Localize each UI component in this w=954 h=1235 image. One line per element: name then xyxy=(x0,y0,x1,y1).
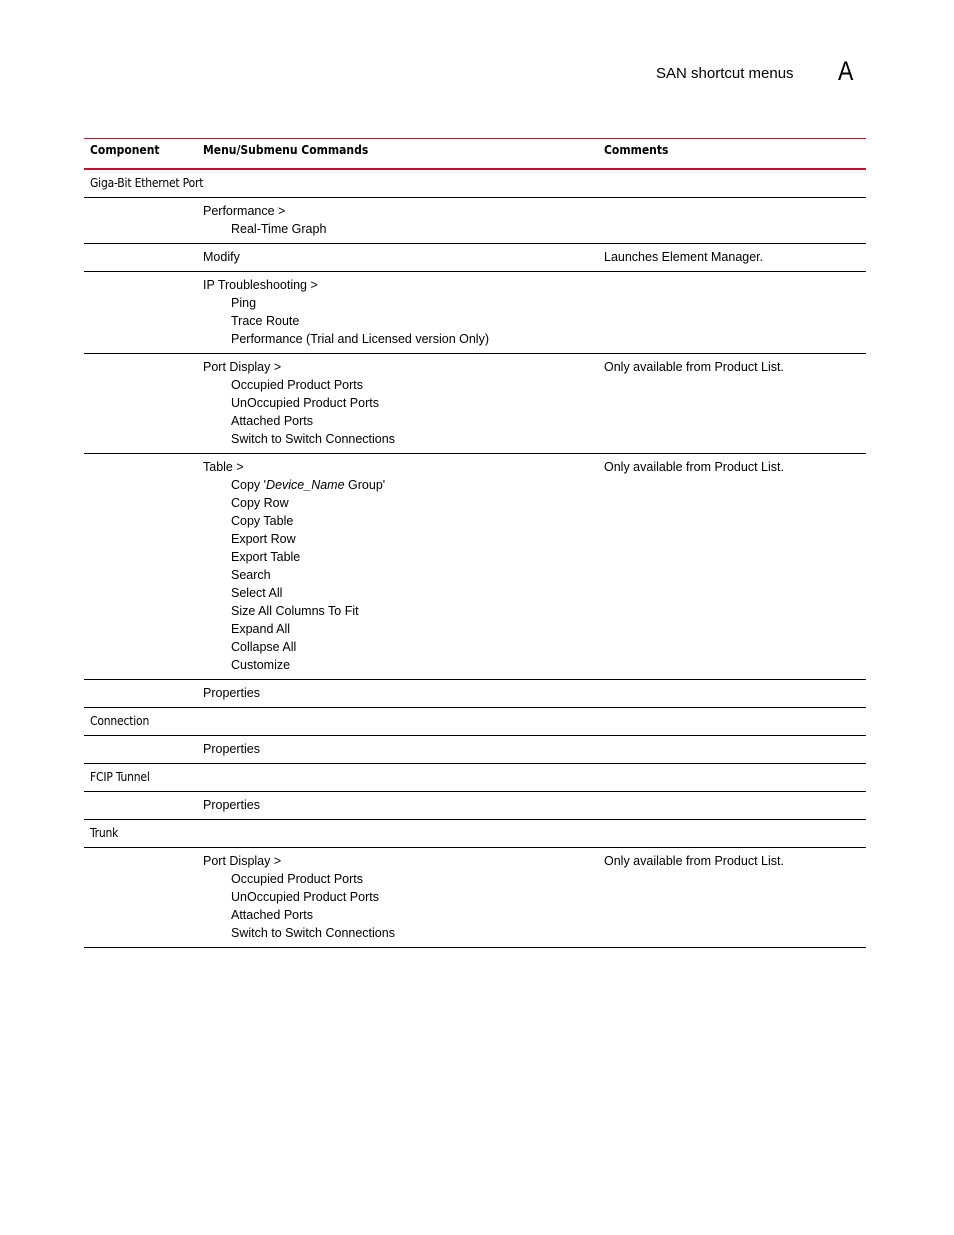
submenu-item: Trace Route xyxy=(231,314,300,328)
component-cell xyxy=(84,354,197,454)
component-cell xyxy=(84,736,197,764)
component-cell xyxy=(84,680,197,708)
copy-prefix: Copy ' xyxy=(231,478,267,492)
table-row xyxy=(84,680,866,708)
submenu-item: Expand All xyxy=(231,622,291,636)
component-cell xyxy=(84,454,197,680)
comment-cell xyxy=(598,680,866,708)
component-name: Connection xyxy=(84,708,866,736)
comment-cell xyxy=(598,736,866,764)
section-row xyxy=(84,169,866,198)
column-header-component: Component xyxy=(84,139,197,170)
submenu-item: Attached Ports xyxy=(231,908,313,922)
comment-cell: Launches Element Manager. xyxy=(598,244,866,272)
comment-cell xyxy=(598,792,866,820)
submenu-item: Ping xyxy=(231,296,257,310)
submenu-item xyxy=(203,476,592,494)
table-header-row xyxy=(84,139,866,170)
submenu-item: Switch to Switch Connections xyxy=(231,926,395,940)
menu-cell xyxy=(197,454,598,680)
menu-cell xyxy=(197,198,598,244)
comment-cell xyxy=(598,198,866,244)
component-cell xyxy=(84,198,197,244)
submenu-item: Attached Ports xyxy=(231,414,313,428)
table-row xyxy=(84,454,866,680)
section-row xyxy=(84,764,866,792)
copy-suffix: Group' xyxy=(344,478,386,492)
submenu-item: Select All xyxy=(231,586,283,600)
appendix-letter: A xyxy=(838,56,854,86)
table-row xyxy=(84,244,866,272)
table-row xyxy=(84,848,866,948)
submenu-item: Customize xyxy=(231,658,291,672)
menu-command: Properties xyxy=(203,798,260,812)
menu-command: Modify xyxy=(203,250,240,264)
menu-command: Properties xyxy=(203,742,260,756)
component-cell xyxy=(84,244,197,272)
comment-cell: Only available from Product List. xyxy=(598,354,866,454)
submenu-item: Performance (Trial and Licensed version Only) xyxy=(231,332,489,346)
running-header-title: SAN shortcut menus xyxy=(656,65,794,82)
menu-cell xyxy=(197,354,598,454)
menu-cell xyxy=(197,680,598,708)
submenu-item: Copy Row xyxy=(231,496,289,510)
submenu-item: Export Table xyxy=(231,550,301,564)
submenu-item: Export Row xyxy=(231,532,296,546)
table-row xyxy=(84,272,866,354)
submenu-item: Size All Columns To Fit xyxy=(231,604,359,618)
menu-cell xyxy=(197,244,598,272)
submenu-item: Switch to Switch Connections xyxy=(231,432,395,446)
submenu-item: UnOccupied Product Ports xyxy=(231,396,379,410)
component-cell xyxy=(84,272,197,354)
submenu-item: UnOccupied Product Ports xyxy=(231,890,379,904)
section-row xyxy=(84,820,866,848)
table-row xyxy=(84,198,866,244)
component-name: Trunk xyxy=(84,820,866,848)
submenu-item: Collapse All xyxy=(231,640,297,654)
shortcut-menus-table xyxy=(84,138,866,948)
menu-cell xyxy=(197,848,598,948)
menu-command: IP Troubleshooting > xyxy=(203,278,318,292)
copy-device-name: Device_Name xyxy=(266,478,345,492)
submenu-item: Copy Table xyxy=(231,514,294,528)
menu-command: Port Display > xyxy=(203,854,282,868)
menu-command: Port Display > xyxy=(203,360,282,374)
menu-command: Performance > xyxy=(203,204,286,218)
column-header-menu-commands: Menu/Submenu Commands xyxy=(197,139,598,170)
table-body xyxy=(84,169,866,948)
table-row xyxy=(84,736,866,764)
component-cell xyxy=(84,848,197,948)
menu-command: Table > xyxy=(203,460,244,474)
submenu-item: Real-Time Graph xyxy=(231,222,327,236)
menu-command: Properties xyxy=(203,686,260,700)
table-row xyxy=(84,354,866,454)
table-row xyxy=(84,792,866,820)
component-name: FCIP Tunnel xyxy=(84,764,866,792)
component-name: Giga-Bit Ethernet Port xyxy=(84,169,866,198)
menu-cell xyxy=(197,736,598,764)
comment-cell xyxy=(598,272,866,354)
menu-cell xyxy=(197,792,598,820)
section-row xyxy=(84,708,866,736)
comment-cell: Only available from Product List. xyxy=(598,454,866,680)
submenu-item: Search xyxy=(231,568,271,582)
column-header-comments: Comments xyxy=(598,139,866,170)
menu-cell xyxy=(197,272,598,354)
submenu-item: Occupied Product Ports xyxy=(231,378,364,392)
component-cell xyxy=(84,792,197,820)
comment-cell: Only available from Product List. xyxy=(598,848,866,948)
submenu-item: Occupied Product Ports xyxy=(231,872,364,886)
